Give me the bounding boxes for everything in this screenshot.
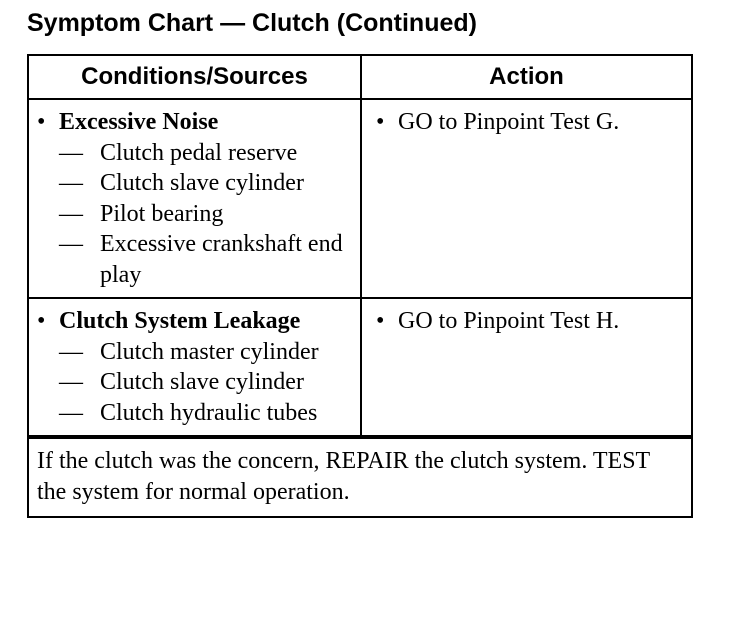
source-item xyxy=(37,138,354,169)
symptom-table xyxy=(29,56,691,437)
header-conditions: Conditions/Sources xyxy=(29,56,361,99)
bullet-icon: • xyxy=(37,109,46,135)
source-label: Clutch slave cylinder xyxy=(100,369,304,395)
bullet-icon: • xyxy=(376,308,385,334)
source-label: Excessive crankshaft end play xyxy=(100,231,343,288)
source-label: Clutch master cylinder xyxy=(100,338,319,365)
condition-cell xyxy=(29,99,361,298)
symptom-chart xyxy=(27,54,693,518)
source-item xyxy=(37,337,354,368)
dash-icon: — xyxy=(59,231,83,257)
bullet-icon: • xyxy=(37,308,46,334)
action-cell xyxy=(361,99,691,298)
source-item xyxy=(37,398,354,429)
action-item xyxy=(376,107,685,138)
header-action: Action xyxy=(361,56,691,99)
condition-item xyxy=(37,107,354,138)
source-label: Clutch slave cylinder xyxy=(100,170,304,196)
table-row xyxy=(29,298,691,436)
table-row xyxy=(29,99,691,298)
header-row xyxy=(29,56,691,99)
action-cell xyxy=(361,298,691,436)
bullet-icon: • xyxy=(376,109,385,135)
action-label: GO to Pinpoint Test G. xyxy=(398,109,620,135)
source-item xyxy=(37,229,354,290)
dash-icon: — xyxy=(59,399,83,426)
footer-note: If the clutch was the concern, REPAIR the clutch system. TEST the system for normal operation. xyxy=(29,437,691,516)
source-item xyxy=(37,168,354,199)
source-label: Pilot bearing xyxy=(100,200,224,227)
action-item xyxy=(376,306,685,337)
dash-icon: — xyxy=(59,200,83,227)
dash-icon: — xyxy=(59,170,83,196)
action-label: GO to Pinpoint Test H. xyxy=(398,308,620,334)
source-label: Clutch hydraulic tubes xyxy=(100,399,318,426)
condition-item xyxy=(37,306,354,337)
dash-icon: — xyxy=(59,369,83,395)
condition-cell xyxy=(29,298,361,436)
source-item xyxy=(37,199,354,230)
page-title: Symptom Chart — Clutch (Continued) xyxy=(27,9,477,37)
source-item xyxy=(37,367,354,398)
dash-icon: — xyxy=(59,338,83,365)
condition-heading: Clutch System Leakage xyxy=(59,308,301,334)
source-label: Clutch pedal reserve xyxy=(100,139,298,166)
dash-icon: — xyxy=(59,139,83,166)
condition-heading: Excessive Noise xyxy=(59,109,219,135)
